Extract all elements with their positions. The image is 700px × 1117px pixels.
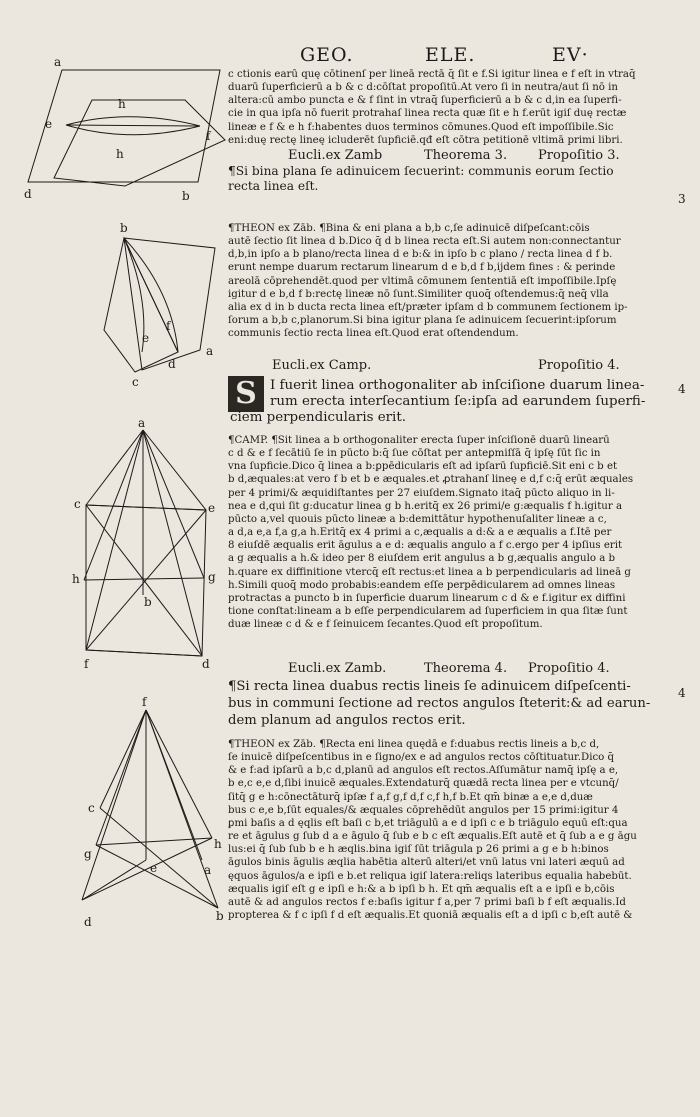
text-line: ciem perpendicularis erit.	[230, 410, 406, 425]
text-line: recta linea eſt.	[228, 179, 319, 193]
heading-propositio: Propoſitio 4.	[538, 358, 620, 373]
text-line: ſorum a b,b c,planorum.Si bina igitur plana ſe adinuicem ſecuerint:ipſorum	[228, 315, 617, 327]
text-line: lineæ e f & e h f:habentes duos terminos cōmunes.Quod eſt impoſſibile.Sic	[228, 121, 614, 133]
text-line: erunt nempe duarum rectarum linearum d e b,d f b,ijdem fines : & perinde	[228, 262, 616, 274]
figure-3-perpendicular-lines	[84, 430, 206, 656]
text-line: igitur d e b,d f b:rectę lineæ nō ſunt.Similiter quoq̄ oſtendemus:q̄ neq̄ vlla	[228, 288, 609, 300]
fig2-label-f: f	[166, 319, 171, 333]
text-line: d,b,in ipſo a b plano/recta linea d e b:& in ipſo b c plano / recta linea d f b.	[228, 249, 613, 261]
heading-source: Eucli.ex Zamb.	[288, 661, 387, 676]
text-line: autē & ad angulos rectos f e:baſis igitur f a,per 7 primi baſi b f eſt æqualis.Id	[228, 896, 626, 908]
header-right: EV·	[552, 44, 589, 66]
text-line: bus in communi ſectione ad rectos angulos ſteterit:& ad earun-	[228, 696, 651, 711]
fig1-label-d: d	[24, 187, 32, 201]
text-line: pūcto a,vel quouis pūcto lineæ a b:demittātur hypothenuſaliter lineæ a c,	[228, 513, 607, 525]
text-line: h.quare ex diffinitione vtercq̄ eſt rectus:et linea a b perpendicularis ad lineā g	[228, 566, 631, 578]
text-line: ¶THEON ex Zāb. ¶Bina & eni plana a b,b c,ſe adinuicē diſpeſcant:cōis	[228, 223, 590, 234]
text-line: b d,æquales:at vero f b et b e æquales.et ꝓtrahanſ lineę e d,f c:q̄ erūt æquales	[228, 474, 634, 486]
header-left: GEO.	[300, 44, 354, 66]
figure-1-intersecting-planes	[28, 70, 225, 186]
fig3-label-b: b	[144, 595, 152, 609]
fig3-label-h: h	[72, 572, 80, 586]
text-line: b e,c e,e d,ſibi inuicē æquales.Extendaturq̄ quædā recta linea per e vtcunq̄/	[228, 778, 619, 790]
figure-2-planes-common-section	[104, 238, 215, 372]
text-line: protractas a puncto b in ſuperficie duarum linearum c d & e f.igitur ex diffini	[228, 592, 626, 604]
fig2-label-c: c	[132, 375, 139, 389]
text-line: 8 eiuſdē æqualis erit āgulus a e d: æqualis angulo a f c.ergo per 4 ipſius erit	[228, 540, 623, 552]
fig4-label-h: h	[214, 837, 222, 851]
margin-number-3: 3	[678, 192, 686, 206]
text-line: re et āgulus g ſub d a e āgulo q̄ ſub e b c eſt æqualis.Eſt autē et q̄ ſub a e g āgu	[228, 831, 637, 843]
fig4-label-d: d	[84, 915, 92, 929]
heading-source: Eucli.ex Camp.	[272, 358, 372, 373]
text-line: per 4 primi/& æquidiſtantes per 27 eiuſdem.Signato itaq̄ pūcto aliquo in li-	[228, 487, 615, 499]
text-line: ¶CAMP. ¶Sit linea a b orthogonaliter erecta ſuper inſciſionē duarū linearū	[228, 435, 610, 446]
fig2-label-b: b	[120, 221, 128, 235]
fig4-label-a: a	[204, 863, 212, 877]
text-line: communis ſectio recta linea eſt.Quod erat oſtendendum.	[228, 328, 519, 340]
text-line: alia ex d in b ducta recta linea eſt/præter ipſam d b communem ſectionem ip-	[228, 301, 628, 313]
heading-propositio: Propoſitio 4.	[528, 661, 610, 676]
header-middle: ELE.	[425, 44, 476, 66]
fig1-label-b: b	[182, 189, 190, 203]
fig4-label-g: g	[84, 847, 92, 861]
drop-cap: S	[228, 376, 264, 412]
fig3-label-f: f	[84, 657, 89, 671]
text-line: nea e d,qui ſit g:ducatur linea g b h.eritq̄ ex 26 primi/e g:æqualis f h.igitur a	[228, 500, 623, 512]
text-line: duarū ſuperficierū a b & c d:cōſtat propoſitū.At vero ſi in neutra/aut ſi nō in	[228, 82, 618, 94]
fig3-label-c: c	[74, 497, 81, 511]
fig1-label-h2: h	[116, 147, 124, 161]
text-line: lus:ei q̄ ſub ſub b e h æqlis.bina igiſ ſūt triāgula p 26 primi a g e b h:binos	[228, 844, 609, 856]
text-line: bus c e,e b,ſūt equales/& æquales cōprehēdūt angulos per 15 primi:igitur 4	[228, 804, 619, 816]
heading-propositio: Propoſitio 3.	[538, 148, 620, 163]
fig4-label-c: c	[88, 801, 95, 815]
text-line: I fuerit linea orthogonaliter ab inſciſione duarum linea-	[270, 378, 645, 393]
text-line: ¶THEON ex Zāb. ¶Recta eni linea quędā e f:duabus rectis lineis a b,c d,	[228, 739, 600, 750]
heading-source: Eucli.ex Zamb	[288, 148, 383, 163]
text-line: ſe inuicē diſpeſcentibus in e ſigno/ex e ad angulos rectos cōſtituatur.Dico q̄	[228, 752, 615, 764]
fig1-label-a: a	[54, 55, 62, 69]
text-line: ꝑmi baſis a d ęqlis eſt baſi c b,et triāgulū a e d ipſi c e b triāgulo equū eſt:qua	[228, 817, 628, 829]
text-line: ¶Si recta linea duabus rectis lineis ſe adinuicem diſpeſcenti-	[228, 679, 631, 694]
text-line: dem planum ad angulos rectos erit.	[228, 713, 466, 728]
fig4-label-b: b	[216, 909, 224, 923]
text-line: ęquos āgulos/a e ipſi e b.et reliqua igiſ latera:reliqs lateribus equalia habebūt.	[228, 870, 632, 882]
margin-number-4b: 4	[678, 686, 686, 700]
fig1-label-e: e	[45, 117, 53, 131]
text-line: a g æqualis a h.& ideo per 8 eiuſdem erit angulus a b g,æqualis angulo a b	[228, 553, 616, 565]
text-line: c ctionis earū quę cōtinenſ per lineā rectā q̄ ſit e f.Si igitur linea e f eſt in vtraq̄	[228, 69, 636, 80]
fig2-label-a: a	[206, 344, 214, 358]
fig4-label-e: e	[150, 861, 158, 875]
text-line: āgulos binis āgulis æqlia habētia alterū alteri/et vnū latus vni lateri æquū ad	[228, 857, 625, 869]
text-line: æqualis igiſ eſt g e ipſi e h:& a b ipſi b h. Et qm̄ æqualis eſt a e ipſi e b,cōis	[228, 883, 615, 895]
text-line: ſitq̄ g e h:cōnectāturq̄ ipſæ f a,f g,f d,f c,f h,f b.Et qm̄ binæ a e,e d,duæ	[228, 791, 593, 803]
text-line: cie in qua ipſa nō fuerit protrahaſ linea recta quæ ſit e h f.erūt igiſ duę rectæ	[228, 108, 627, 120]
fig1-label-f: f	[206, 129, 211, 143]
fig3-label-g: g	[208, 570, 216, 584]
margin-number-4a: 4	[678, 382, 686, 396]
text-line: eni:duę rectę lineę icluderēt ſupficiē.qđ eſt cōtra petitionē vltimā primi libri.	[228, 134, 623, 146]
text-line: c d & e f ſecātiū ſe in pūcto b:q̄ ſue cōſtat per anteꝑmiſſā q̄ ipſę ſūt ſic in	[228, 448, 601, 460]
fig1-label-h: h	[118, 97, 126, 111]
text-line: altera:cū ambo puncta e & f ſint in vtraq̄ ſuperficierū a b & c d,in ea ſuperfi-	[228, 95, 622, 107]
figure-4-perpendicular-plane	[82, 710, 218, 908]
heading-theorem: Theorema 3.	[424, 148, 508, 163]
text-line: vna ſupficie.Dico q̄ linea a b:ꝑpēdicularis eſt ad ipſarū ſupficiē.Sit eni c b et	[228, 461, 618, 473]
text-line: rum erecta interſecantium ſe:ipſa ad earundem ſuperfi-	[270, 394, 646, 409]
text-line: a d,a e,a f,a g,a h.Eritq̄ ex 4 primi a c,æqualis a d:& a e æqualis a f.Itē per	[228, 527, 612, 539]
text-line: propterea & f c ipſi f d eſt æqualis.Et quoniā æqualis eſt a d ipſi c b,eſt autē &	[228, 910, 633, 922]
fig3-label-a: a	[138, 416, 146, 430]
fig2-label-e: e	[142, 331, 150, 345]
text-line: areolā cōprehendēt.quod per vltimā cōmunem ſententiā eſt impoſſibile.Ipſę	[228, 275, 617, 287]
text-line: & e f:ad ipſarū a b,c d,planū ad angulos eſt rectos.Aſſumātur namq̄ ipſę a e,	[228, 765, 619, 777]
text-line: tione conſtat:lineam a b eſſe perpendicularem ad ſuperficiem in qua ſitæ ſunt	[228, 606, 628, 618]
text-line: h.Simili quoq̄ modo probabis:eandem eſſe perpēdicularem ad omnes lineas	[228, 579, 616, 591]
fig2-label-d: d	[168, 357, 176, 371]
heading-theorem: Theorema 4.	[424, 661, 508, 676]
fig3-label-e: e	[208, 501, 216, 515]
text-line: ¶Si bina plana ſe adinuicem ſecuerint: communis eorum ſectio	[228, 164, 614, 178]
fig3-label-d: d	[202, 657, 210, 671]
text-line: duæ lineæ c d & e f ſeinuicem ſecantes.Quod eſt propoſitum.	[228, 619, 543, 631]
text-line: autē ſectio ſit linea d b.Dico q̄ d b linea recta eſt.Si autem non:connectantur	[228, 236, 621, 248]
fig4-label-f: f	[142, 695, 147, 709]
